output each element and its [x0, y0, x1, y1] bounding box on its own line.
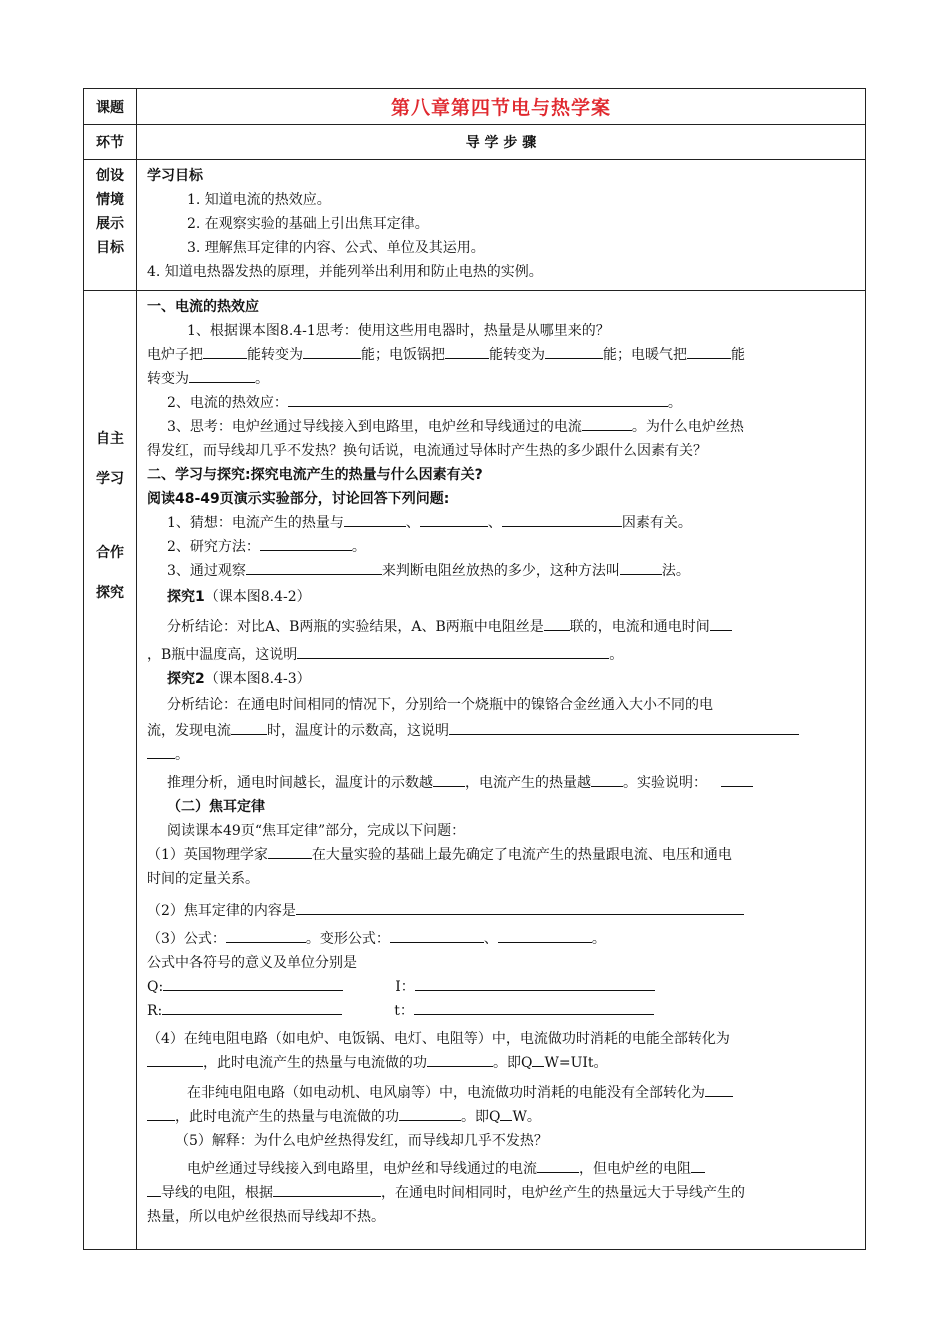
goal-item: 3. 理解焦耳定律的内容、公式、单位及其运用。	[187, 240, 485, 256]
blank	[414, 1000, 654, 1015]
blank	[687, 344, 731, 359]
blank	[189, 368, 255, 383]
question-3a: 3、思考：电炉丝通过导线接入到电路里，电炉丝和导线通过的电流 。为什么电炉丝热	[147, 415, 857, 439]
steps-title: 导 学 步 骤	[137, 125, 866, 160]
worksheet-table	[83, 88, 866, 1250]
blank	[500, 1106, 512, 1121]
explore-2c: 。	[147, 743, 857, 767]
blank	[449, 720, 799, 735]
blank	[296, 900, 744, 915]
label-step: 环节	[84, 125, 137, 160]
blank	[498, 928, 592, 943]
blank	[721, 772, 753, 787]
guess: 1、猜想：电流产生的热量与 、 、 因素有关。	[147, 511, 857, 535]
blank	[231, 720, 267, 735]
blank	[399, 1106, 461, 1121]
blank	[390, 928, 484, 943]
heading-1: 一、电流的热效应	[147, 299, 259, 315]
blank	[268, 844, 312, 859]
blank	[303, 344, 361, 359]
blank	[163, 976, 343, 991]
blank	[691, 1158, 705, 1173]
question-1a: 电炉子把 能转变为 能；电饭锅把 能转变为 能；电暖气把 能	[147, 343, 857, 367]
blank	[273, 1182, 381, 1197]
blank	[344, 512, 406, 527]
question-2: 2、电流的热效应： 。	[147, 391, 857, 415]
goal-item: 1. 知道电流的热效应。	[187, 192, 331, 208]
blank	[445, 344, 489, 359]
blank	[226, 928, 306, 943]
explore-2b: 流，发现电流 时，温度计的示数高，这说明	[147, 719, 857, 743]
question-1: 1、根据课本图8.4-1思考：使用这些用电器时，热量是从哪里来的？	[187, 323, 610, 339]
joule-read: 阅读课本49页“焦耳定律”部分，完成以下问题：	[167, 823, 466, 839]
joule-4d: ，此时电流产生的热量与电流做的功 。即Q W。	[147, 1105, 857, 1129]
explore-2: 探究2（课本图8.4-3）	[167, 671, 311, 687]
page-title: 第八章第四节电与热学案	[137, 89, 866, 125]
heading-3: （二）焦耳定律	[167, 799, 265, 815]
joule-6a: 电炉丝通过导线接入到电路里，电炉丝和导线通过的电流 ，但电炉丝的电阻	[147, 1157, 857, 1181]
blank	[147, 744, 175, 759]
goal-item: 4. 知道电热器发热的原理，并能列举出利用和防止电热的实例。	[147, 264, 543, 280]
blank	[162, 1000, 342, 1015]
goals-heading: 学习目标	[147, 168, 203, 184]
blank	[246, 560, 382, 575]
blank	[544, 616, 570, 631]
blank	[147, 1182, 161, 1197]
section1-content	[137, 160, 866, 291]
explore-2a: 分析结论：在通电时间相同的情况下，分别给一个烧瓶中的镍铬合金丝通入大小不同的电	[167, 697, 713, 713]
blank	[582, 416, 632, 431]
joule-1b: 时间的定量关系。	[147, 871, 259, 887]
blank	[502, 512, 622, 527]
explore-1a: 分析结论：对比A、B两瓶的实验结果，A、B两瓶中电阻丝是 联的，电流和通电时间	[147, 615, 857, 639]
blank	[288, 392, 668, 407]
question-3b: 得发红，而导线却几乎不发热？换句话说，电流通过导体时产生热的多少跟什么因素有关？	[147, 443, 707, 459]
section1-label: 创设 情境 展示 目标	[84, 160, 137, 291]
blank	[545, 344, 603, 359]
method: 2、研究方法： 。	[147, 535, 857, 559]
question-1b: 转变为 。	[147, 367, 857, 391]
blank	[705, 1082, 733, 1097]
blank	[532, 1052, 544, 1067]
joule-6b: 导线的电阻，根据 ，在通电时间相同时，电炉丝产生的热量远大于导线产生的	[147, 1181, 857, 1205]
joule-3: （3）公式： 。变形公式： 、 。	[147, 927, 857, 951]
joule-4c: 在非纯电阻电路（如电动机、电风扇等）中，电流做功时消耗的电能没有全部转化为	[147, 1081, 857, 1105]
joule-4b: ，此时电流产生的热量与电流做的功 。即Q W=UIt。	[147, 1051, 857, 1075]
blank	[420, 512, 488, 527]
blank	[147, 1106, 175, 1121]
blank	[260, 536, 352, 551]
explore-1: 探究1（课本图8.4-2）	[167, 589, 311, 605]
goal-item: 2. 在观察实验的基础上引出焦耳定律。	[187, 216, 429, 232]
blank	[147, 1052, 203, 1067]
explore-1b: ，B瓶中温度高，这说明 。	[147, 643, 857, 667]
blank	[710, 616, 732, 631]
joule-4a: （4）在纯电阻电路（如电炉、电饭锅、电灯、电阻等）中，电流做功时消耗的电能全部转化为	[147, 1031, 730, 1047]
observe: 3、通过观察 来判断电阻丝放热的多少，这种方法叫 法。	[147, 559, 857, 583]
blank	[620, 560, 662, 575]
joule-2: （2）焦耳定律的内容是	[147, 899, 857, 923]
joule-1a: （1）英国物理学家 在大量实验的基础上最先确定了电流产生的热量跟电流、电压和通电	[147, 843, 857, 867]
blank	[297, 644, 609, 659]
heading-2: 二、学习与探究:探究电流产生的热量与什么因素有关?	[147, 467, 483, 483]
label-topic: 课题	[84, 89, 137, 125]
joule-6c: 热量，所以电炉丝很热而导线却不热。	[147, 1209, 385, 1225]
inference: 推理分析，通电时间越长，温度计的示数越 ，电流产生的热量越 。实验说明：	[147, 771, 857, 795]
section2-label: 自主 学习 合作 探究	[84, 291, 137, 1250]
blank	[591, 772, 623, 787]
joule-3b: 公式中各符号的意义及单位分别是	[147, 955, 357, 971]
reading-note: 阅读48-49页演示实验部分，讨论回答下列问题:	[147, 491, 450, 507]
symbol-row-2: R: t：	[147, 999, 857, 1023]
blank	[537, 1158, 579, 1173]
blank	[433, 772, 465, 787]
blank	[203, 344, 247, 359]
symbol-row-1: Q: I：	[147, 975, 857, 999]
section2-content	[137, 291, 866, 1250]
joule-5: （5）解释：为什么电炉丝热得发红，而导线却几乎不发热？	[175, 1133, 548, 1149]
blank	[415, 976, 655, 991]
blank	[427, 1052, 493, 1067]
